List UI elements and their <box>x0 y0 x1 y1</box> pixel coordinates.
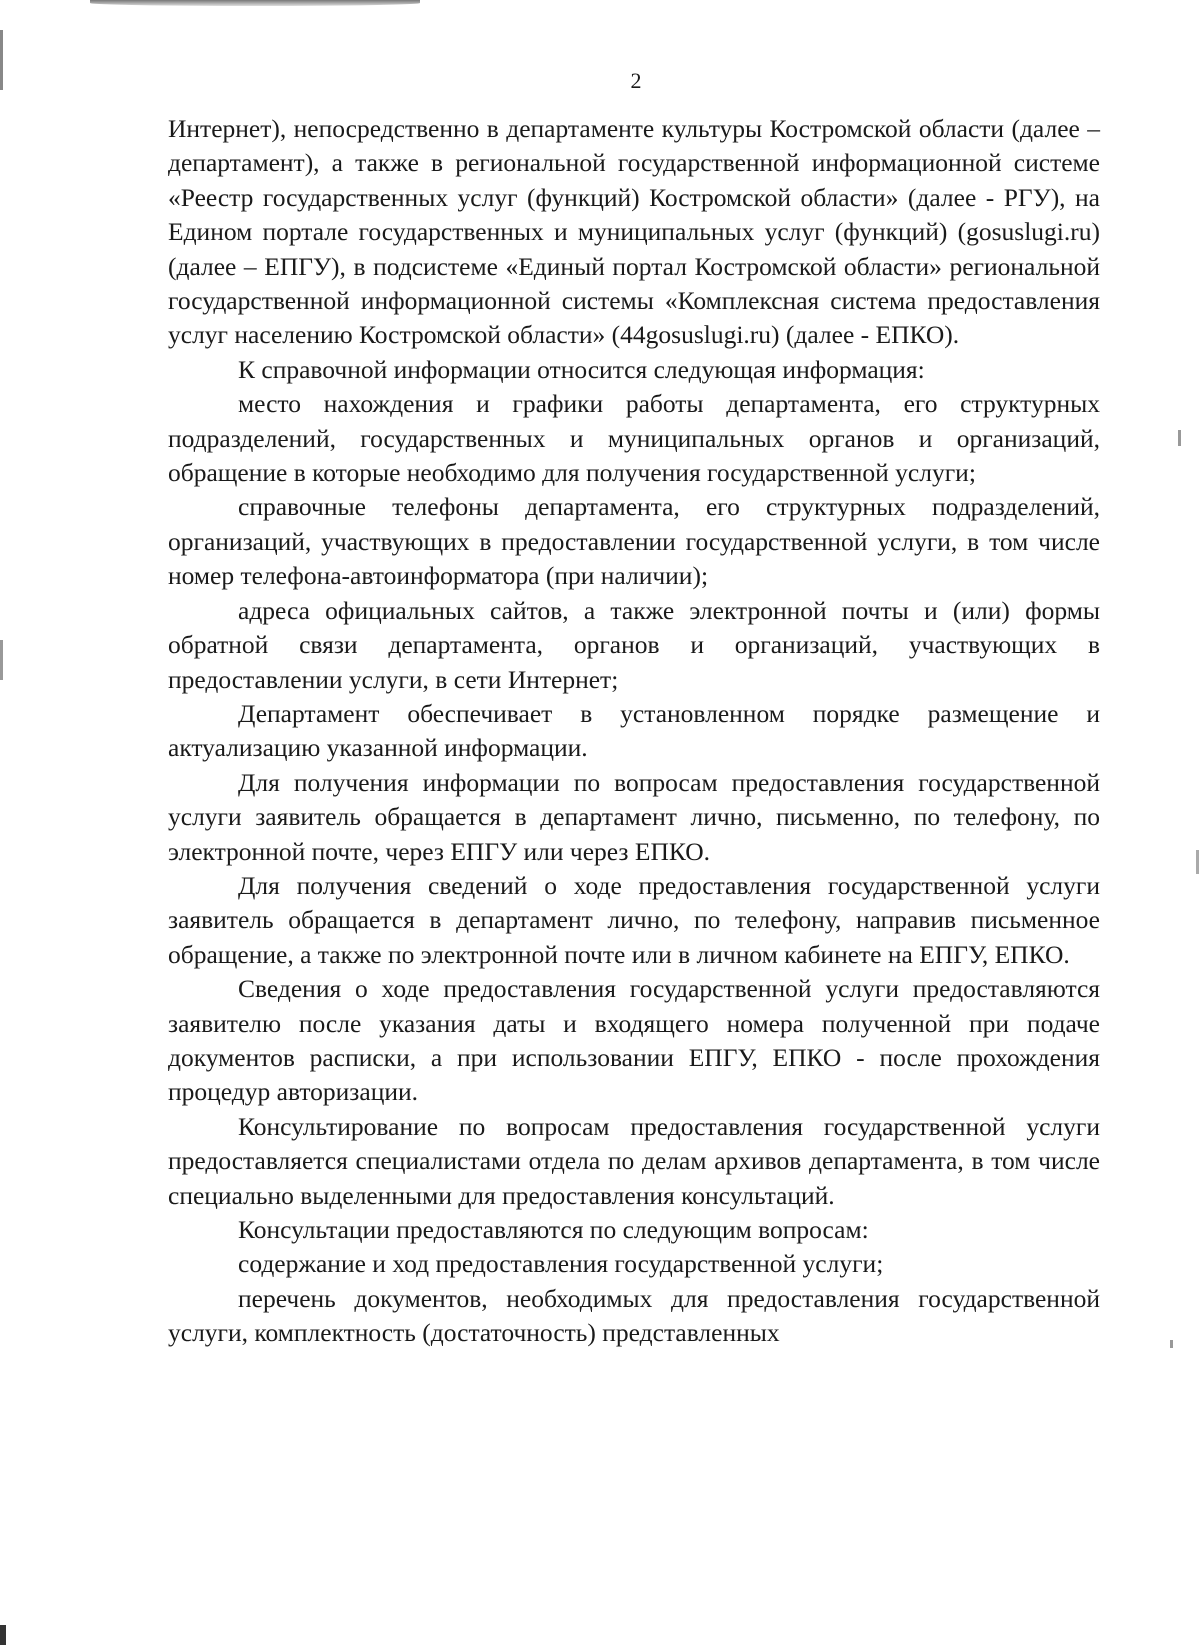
scan-edge-artifact <box>1196 850 1199 874</box>
paragraph: К справочной информации относится следующая информация: <box>238 354 925 384</box>
paragraph: Для получения сведений о ходе предоставления государственной услуги заявитель обращается в департамент лично, по телефону, направив письменное обращение, а также по электронной почте или в личном кабинете на ЕПГУ, ЕПКО. <box>168 870 1100 969</box>
scan-edge-artifact <box>1178 430 1181 446</box>
paragraph: перечень документов, необходимых для предоставления государственной услуги, комплектность (достаточность) представленных <box>168 1283 1100 1348</box>
paragraph: Для получения информации по вопросам предоставления государственной услуги заявитель обращается в департамент лично, письменно, по телефону, по электронной почте, через ЕПГУ или через ЕПКО. <box>168 767 1100 866</box>
paragraph: Департамент обеспечивает в установленном порядке размещение и актуализацию указанной информации. <box>168 698 1100 763</box>
paragraph: адреса официальных сайтов, а также электронной почты и (или) формы обратной связи департамента, органов и организаций, участвующих в предоставлении услуги, в сети Интернет; <box>168 595 1100 694</box>
paragraph: Консультации предоставляются по следующим вопросам: <box>238 1215 869 1244</box>
paragraph: содержание и ход предоставления государственной услуги; <box>238 1249 884 1279</box>
scan-edge-artifact <box>0 640 3 680</box>
scan-edge-artifact <box>0 1625 6 1645</box>
document-body <box>168 112 1100 1351</box>
paragraph: справочные телефоны департамента, его структурных подразделений, организаций, участвующих в предоставлении государственной услуги, в том числе номер телефона-автоинформатора (при наличии); <box>168 492 1100 591</box>
paragraph: Сведения о ходе предоставления государственной услуги предоставляются заявителю после указания даты и входящего номера полученной при подаче документов расписки, а при использовании ЕПГУ, ЕПКО - после прохождения процедур авторизации. <box>168 974 1100 1107</box>
scan-edge-artifact <box>1170 1340 1173 1348</box>
paragraph: место нахождения и графики работы департамента, его структурных подразделений, государственных и муниципальных органов и организаций, обращение в которые необходимо для получения государственной услуги; <box>168 389 1100 488</box>
scan-edge-artifact <box>90 0 420 6</box>
paragraph: Интернет), непосредственно в департаменте культуры Костромской области (далее – департамент), а также в региональной государственной информационной системе «Реестр государственных услуг (функций) Костромской области» (далее - РГУ), на Едином портале государственных и муниципальных услуг (функций) (gosuslugi.ru) (далее – ЕПГУ), в подсистеме «Единый портал Костромской области» региональной государственной информационной системы «Комплексная система предоставления услуг населению Костромской области» (44gosuslugi.ru) (далее - ЕПКО). <box>168 114 1100 350</box>
page-number: 2 <box>630 68 642 93</box>
paragraph: Консультирование по вопросам предоставления государственной услуги предоставляется специалистами отдела по делам архивов департамента, в том числе специально выделенными для предоставления консультаций. <box>168 1111 1100 1210</box>
